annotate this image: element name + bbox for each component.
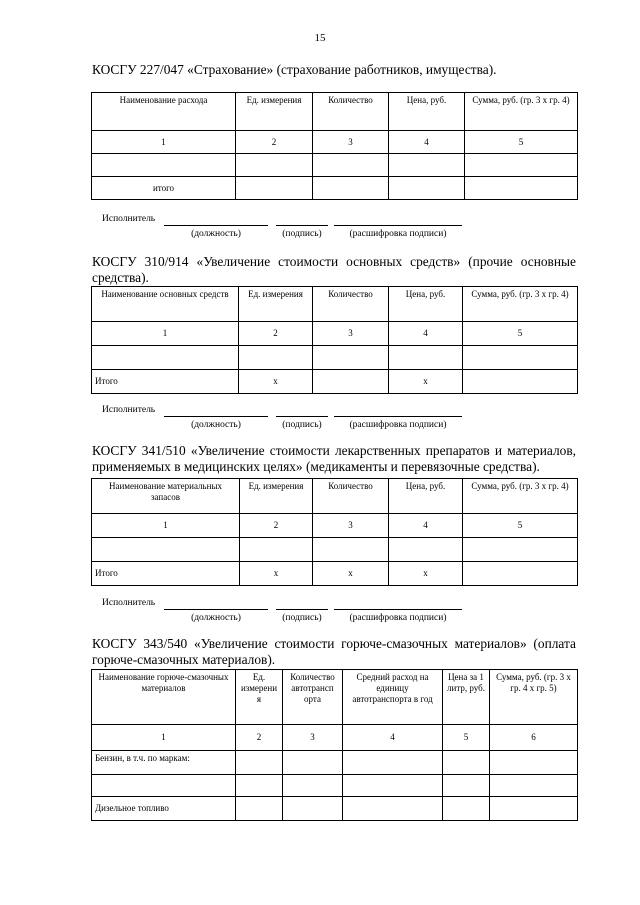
header-cell: Сумма, руб. (гр. 3 х гр. 4) <box>465 93 578 131</box>
table-cell <box>443 775 490 797</box>
column-number: 1 <box>92 131 236 154</box>
section-3-heading: КОСГУ 341/510 «Увеличение стоимости лекарственных препаратов и материалов, применяемых в медицинских целях» (медикаменты и перевязочные средства). <box>92 443 576 474</box>
position-caption: (должность) <box>191 420 241 430</box>
total-row <box>92 562 578 586</box>
section-4-heading: КОСГУ 343/540 «Увеличение стоимости горюче-смазочных материалов» (оплата горюче-смазочных материалов). <box>92 636 576 667</box>
table-cell <box>389 154 465 177</box>
column-number: 1 <box>92 322 239 346</box>
table-cell <box>443 797 490 821</box>
header-cell: Количество <box>313 287 389 322</box>
header-cell: Количество <box>313 93 389 131</box>
column-number-row <box>92 322 578 346</box>
column-number: 5 <box>465 131 578 154</box>
total-label: итого <box>92 177 236 200</box>
page-number: 15 <box>314 32 326 44</box>
table-row <box>92 346 578 370</box>
signature-block-2 <box>102 405 462 435</box>
table-cell <box>465 177 578 200</box>
table-header-row <box>92 93 578 131</box>
column-number-row <box>92 514 578 538</box>
column-number: 1 <box>92 725 236 751</box>
column-number: 6 <box>490 725 578 751</box>
column-number: 3 <box>313 131 389 154</box>
header-cell: Цена за 1 литр, руб. <box>443 670 490 725</box>
table-row <box>92 751 578 775</box>
signature-line <box>164 416 268 417</box>
header-cell: Цена, руб. <box>389 93 465 131</box>
table-cell <box>236 751 283 775</box>
table-cell <box>463 538 578 562</box>
column-number: 5 <box>443 725 490 751</box>
signature-caption: (подпись) <box>282 420 322 430</box>
table-cell <box>283 751 343 775</box>
total-label: Итого <box>92 562 240 586</box>
column-number: 2 <box>239 322 313 346</box>
header-cell: Цена, руб. <box>389 287 463 322</box>
x-mark: х <box>313 562 389 586</box>
table-cell <box>92 154 236 177</box>
header-cell: Сумма, руб. (гр. 3 х гр. 4) <box>463 479 578 514</box>
header-cell: Цена, руб. <box>389 479 463 514</box>
x-mark: х <box>389 370 463 394</box>
table-cell <box>240 538 313 562</box>
column-number: 2 <box>236 131 313 154</box>
signature-line <box>334 225 462 226</box>
column-number: 2 <box>236 725 283 751</box>
table-cell <box>313 154 389 177</box>
total-row <box>92 370 578 394</box>
row-label-diesel: Дизельное топливо <box>92 797 236 821</box>
table-header-row <box>92 479 578 514</box>
table-cell <box>236 775 283 797</box>
table-cell <box>389 346 463 370</box>
table-cell <box>92 346 239 370</box>
table-cell <box>92 775 236 797</box>
column-number: 5 <box>463 322 578 346</box>
signature-line <box>164 225 268 226</box>
signature-caption: (подпись) <box>282 229 322 239</box>
header-cell: Наименование горюче-смазочных материалов <box>92 670 236 725</box>
header-cell: Количество <box>313 479 389 514</box>
signature-label: Исполнитель <box>102 598 156 608</box>
header-cell: Сумма, руб. (гр. 3 х гр. 4) <box>463 287 578 322</box>
column-number: 4 <box>389 322 463 346</box>
row-label-petrol: Бензин, в т.ч. по маркам: <box>92 751 236 775</box>
section-2-heading: КОСГУ 310/914 «Увеличение стоимости основных средств» (прочие основные средства). <box>92 254 576 285</box>
column-number: 3 <box>313 514 389 538</box>
signature-line <box>334 609 462 610</box>
signature-label: Исполнитель <box>102 405 156 415</box>
table-cell <box>490 751 578 775</box>
name-caption: (расшифровка подписи) <box>349 229 447 239</box>
signature-line <box>276 609 328 610</box>
header-cell: Ед. измерения <box>239 287 313 322</box>
table-cell <box>465 154 578 177</box>
table-cell <box>463 346 578 370</box>
signature-caption: (подпись) <box>282 613 322 623</box>
table-row <box>92 538 578 562</box>
table-cell <box>463 562 578 586</box>
signature-line <box>276 416 328 417</box>
table-header-row <box>92 287 578 322</box>
column-number: 4 <box>389 514 463 538</box>
table-row <box>92 775 578 797</box>
header-cell: Ед. измерения <box>240 479 313 514</box>
table-cell <box>92 538 240 562</box>
column-number: 3 <box>313 322 389 346</box>
table-cell <box>463 370 578 394</box>
table-header-row <box>92 670 578 725</box>
x-mark: х <box>239 370 313 394</box>
table-cell <box>236 177 313 200</box>
table-cell <box>490 797 578 821</box>
table-row <box>92 797 578 821</box>
table-cell <box>343 751 443 775</box>
header-cell: Наименование основных средств <box>92 287 239 322</box>
column-number: 1 <box>92 514 240 538</box>
header-cell: Сумма, руб. (гр. 3 х гр. 4 х гр. 5) <box>490 670 578 725</box>
total-label: Итого <box>92 370 239 394</box>
name-caption: (расшифровка подписи) <box>349 420 447 430</box>
section-2-table <box>91 286 578 394</box>
column-number: 3 <box>283 725 343 751</box>
table-cell <box>236 154 313 177</box>
table-row <box>92 154 578 177</box>
section-1-heading: КОСГУ 227/047 «Страхование» (страхование работников, имущества). <box>92 62 497 77</box>
signature-line <box>276 225 328 226</box>
signature-block-3 <box>102 598 462 628</box>
signature-block-1 <box>102 214 462 244</box>
table-cell <box>283 797 343 821</box>
section-1-table <box>91 92 578 200</box>
table-cell <box>389 538 463 562</box>
table-cell <box>313 177 389 200</box>
table-cell <box>343 797 443 821</box>
column-number: 4 <box>343 725 443 751</box>
header-cell: Ед. измерени я <box>236 670 283 725</box>
table-cell <box>313 538 389 562</box>
table-cell <box>389 177 465 200</box>
position-caption: (должность) <box>191 613 241 623</box>
table-cell <box>490 775 578 797</box>
table-cell <box>313 346 389 370</box>
name-caption: (расшифровка подписи) <box>349 613 447 623</box>
table-cell <box>239 346 313 370</box>
x-mark: х <box>240 562 313 586</box>
column-number: 2 <box>240 514 313 538</box>
section-4-table <box>91 669 578 821</box>
signature-line <box>334 416 462 417</box>
x-mark: х <box>389 562 463 586</box>
header-cell: Наименование расхода <box>92 93 236 131</box>
table-cell <box>343 775 443 797</box>
total-row <box>92 177 578 200</box>
table-cell <box>236 797 283 821</box>
position-caption: (должность) <box>191 229 241 239</box>
signature-label: Исполнитель <box>102 214 156 224</box>
table-cell <box>313 370 389 394</box>
table-cell <box>283 775 343 797</box>
column-number: 4 <box>389 131 465 154</box>
header-cell: Количество автотрансп орта <box>283 670 343 725</box>
signature-line <box>164 609 268 610</box>
header-cell: Ед. измерения <box>236 93 313 131</box>
table-cell <box>443 751 490 775</box>
column-number-row <box>92 131 578 154</box>
column-number: 5 <box>463 514 578 538</box>
header-cell: Наименование материальных запасов <box>92 479 240 514</box>
section-3-table <box>91 478 578 586</box>
header-cell: Средний расход на единицу автотранспорта в год <box>343 670 443 725</box>
column-number-row <box>92 725 578 751</box>
